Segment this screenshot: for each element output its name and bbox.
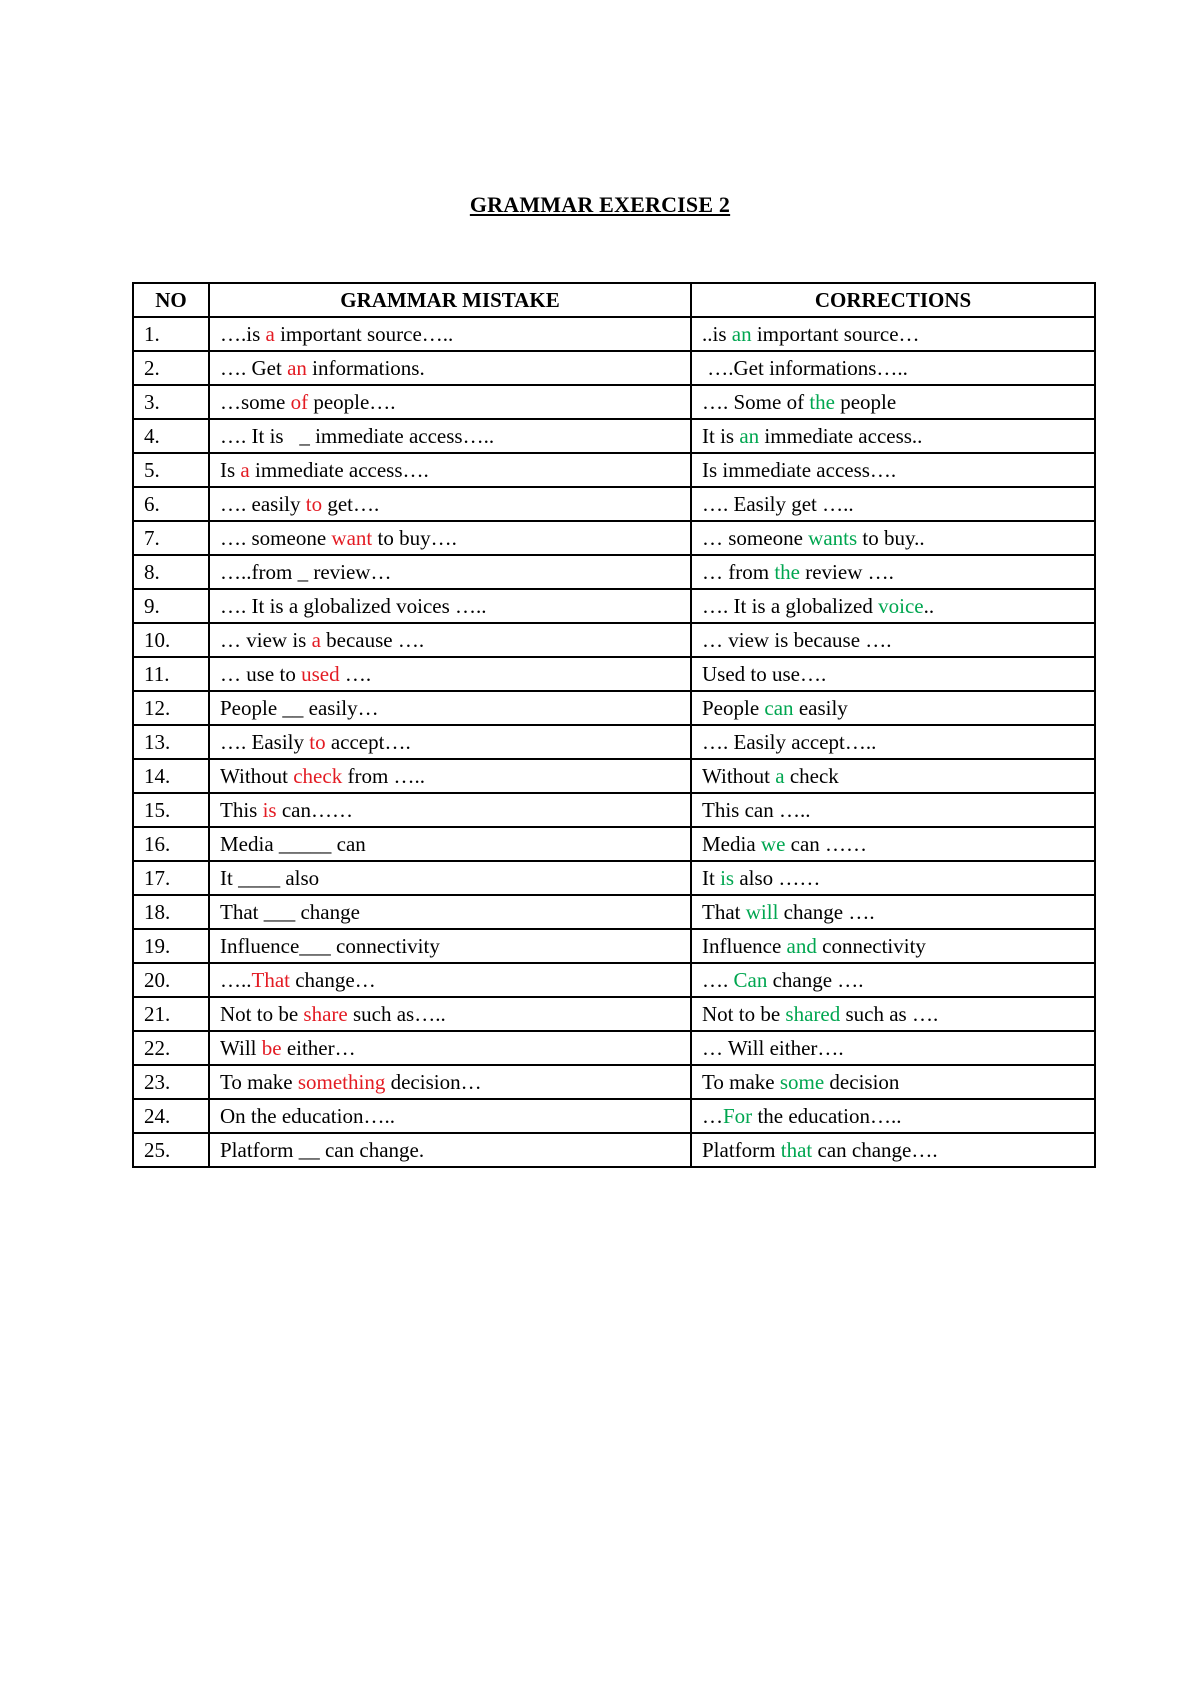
text-segment: Influence (702, 934, 787, 958)
mistake-highlight: a (240, 458, 250, 482)
text-segment: Platform (702, 1138, 781, 1162)
table-row (133, 657, 1095, 691)
text-segment: Is immediate access…. (702, 458, 897, 482)
text-segment: people (834, 390, 897, 414)
text-segment: It is (702, 424, 740, 448)
text-segment: to buy…. (372, 526, 457, 550)
correction-highlight: will (745, 900, 779, 924)
header-no: NO (133, 283, 209, 317)
table-row (133, 861, 1095, 895)
mistake-highlight: share (303, 1002, 348, 1026)
text-segment: … view is (220, 628, 312, 652)
text-segment: Media _____ can (220, 832, 366, 856)
text-segment: the education….. (752, 1104, 902, 1128)
mistake-cell (209, 385, 691, 419)
row-number: 2. (133, 351, 209, 385)
correction-cell (691, 385, 1095, 419)
correction-highlight: Can (733, 968, 768, 992)
correction-cell (691, 929, 1095, 963)
table-row (133, 555, 1095, 589)
correction-highlight: some (779, 1070, 825, 1094)
correction-highlight: shared (785, 1002, 841, 1026)
table-row (133, 487, 1095, 521)
text-segment: This can ….. (702, 798, 811, 822)
text-segment: change …. (778, 900, 875, 924)
table-row (133, 963, 1095, 997)
correction-cell (691, 997, 1095, 1031)
row-number: 7. (133, 521, 209, 555)
text-segment: get…. (322, 492, 380, 516)
mistake-highlight: a (311, 628, 321, 652)
correction-cell (691, 317, 1095, 351)
text-segment: …. It is a globalized (702, 594, 879, 618)
text-segment: such as….. (347, 1002, 446, 1026)
correction-cell (691, 691, 1095, 725)
mistake-cell (209, 1133, 691, 1167)
text-segment: review …. (799, 560, 894, 584)
mistake-highlight: to (309, 730, 326, 754)
text-segment: informations. (306, 356, 425, 380)
mistake-cell (209, 521, 691, 555)
correction-highlight: we (760, 832, 786, 856)
mistake-highlight: an (287, 356, 307, 380)
grammar-table (132, 282, 1096, 1168)
text-segment: …. It is _ immediate access….. (220, 424, 495, 448)
text-segment: easily (793, 696, 848, 720)
text-segment: connectivity (816, 934, 926, 958)
text-segment: … someone (702, 526, 809, 550)
text-segment: also …… (734, 866, 821, 890)
text-segment: …. It is a globalized voices ….. (220, 594, 487, 618)
text-segment: … use to (220, 662, 302, 686)
text-segment: Not to be (702, 1002, 786, 1026)
correction-cell (691, 827, 1095, 861)
text-segment: People (702, 696, 765, 720)
correction-highlight: the (774, 560, 800, 584)
text-segment: …. Some of (702, 390, 810, 414)
text-segment: ..is (702, 322, 732, 346)
text-segment: It (702, 866, 721, 890)
row-number: 25. (133, 1133, 209, 1167)
mistake-cell (209, 861, 691, 895)
mistake-highlight: used (301, 662, 340, 686)
text-segment: …some (220, 390, 291, 414)
mistake-cell (209, 725, 691, 759)
row-number: 24. (133, 1099, 209, 1133)
correction-cell (691, 861, 1095, 895)
text-segment: Used to use…. (702, 662, 827, 686)
correction-cell (691, 657, 1095, 691)
header-grammar-mistake: GRAMMAR MISTAKE (209, 283, 691, 317)
row-number: 13. (133, 725, 209, 759)
text-segment: Is (220, 458, 241, 482)
mistake-cell (209, 1065, 691, 1099)
row-number: 21. (133, 997, 209, 1031)
text-segment: …. Easily (220, 730, 310, 754)
correction-cell (691, 963, 1095, 997)
text-segment: important source… (751, 322, 920, 346)
text-segment: To make (220, 1070, 298, 1094)
mistake-cell (209, 895, 691, 929)
header-corrections: CORRECTIONS (691, 283, 1095, 317)
text-segment: can change…. (812, 1138, 938, 1162)
row-number: 1. (133, 317, 209, 351)
text-segment: can …… (785, 832, 868, 856)
correction-cell (691, 1065, 1095, 1099)
table-row (133, 929, 1095, 963)
table-row (133, 827, 1095, 861)
text-segment: important source….. (274, 322, 454, 346)
text-segment: ….. (220, 968, 252, 992)
text-segment: This (220, 798, 263, 822)
text-segment: Influence___ connectivity (220, 934, 440, 958)
table-row (133, 623, 1095, 657)
mistake-cell (209, 691, 691, 725)
table-row (133, 725, 1095, 759)
table-row (133, 351, 1095, 385)
row-number: 9. (133, 589, 209, 623)
text-segment: because …. (320, 628, 425, 652)
correction-cell (691, 759, 1095, 793)
table-row (133, 691, 1095, 725)
text-segment: ….Get informations….. (702, 356, 908, 380)
mistake-cell (209, 963, 691, 997)
correction-cell (691, 419, 1095, 453)
correction-cell (691, 895, 1095, 929)
row-number: 15. (133, 793, 209, 827)
table-row (133, 759, 1095, 793)
text-segment: People __ easily… (220, 696, 379, 720)
table-header-row (133, 283, 1095, 317)
correction-cell (691, 487, 1095, 521)
row-number: 10. (133, 623, 209, 657)
table-row (133, 589, 1095, 623)
row-number: 11. (133, 657, 209, 691)
text-segment: …. Easily accept….. (702, 730, 877, 754)
mistake-cell (209, 487, 691, 521)
table-row (133, 895, 1095, 929)
table-row (133, 1099, 1095, 1133)
text-segment: change… (289, 968, 376, 992)
text-segment: Without (702, 764, 776, 788)
correction-cell (691, 589, 1095, 623)
text-segment: can…… (276, 798, 354, 822)
mistake-cell (209, 793, 691, 827)
text-segment: check (784, 764, 839, 788)
correction-highlight: a (775, 764, 785, 788)
text-segment: To make (702, 1070, 780, 1094)
table-row (133, 385, 1095, 419)
table-row (133, 419, 1095, 453)
correction-highlight: the (809, 390, 835, 414)
row-number: 5. (133, 453, 209, 487)
correction-cell (691, 623, 1095, 657)
row-number: 22. (133, 1031, 209, 1065)
correction-cell (691, 1133, 1095, 1167)
row-number: 16. (133, 827, 209, 861)
correction-cell (691, 453, 1095, 487)
mistake-cell (209, 419, 691, 453)
mistake-cell (209, 623, 691, 657)
text-segment: … view is because …. (702, 628, 892, 652)
text-segment: from ….. (342, 764, 426, 788)
text-segment: .. (923, 594, 935, 618)
text-segment: to buy.. (857, 526, 925, 550)
text-segment: Platform __ can change. (220, 1138, 425, 1162)
correction-highlight: can (764, 696, 794, 720)
table-row (133, 1031, 1095, 1065)
page-title: GRAMMAR EXERCISE 2 (469, 192, 731, 217)
table-row (133, 793, 1095, 827)
row-number: 18. (133, 895, 209, 929)
text-segment: Will (220, 1036, 262, 1060)
text-segment: That ___ change (220, 900, 360, 924)
mistake-highlight: is (262, 798, 277, 822)
text-segment: It ____ also (220, 866, 320, 890)
mistake-cell (209, 827, 691, 861)
correction-cell (691, 793, 1095, 827)
mistake-highlight: want (331, 526, 373, 550)
text-segment: … from (702, 560, 775, 584)
text-segment: …. easily (220, 492, 306, 516)
correction-cell (691, 555, 1095, 589)
mistake-highlight: check (293, 764, 343, 788)
text-segment: Media (702, 832, 761, 856)
text-segment: Without (220, 764, 294, 788)
text-segment: …. Get (220, 356, 288, 380)
text-segment: accept…. (325, 730, 411, 754)
row-number: 8. (133, 555, 209, 589)
correction-cell (691, 725, 1095, 759)
row-number: 20. (133, 963, 209, 997)
row-number: 3. (133, 385, 209, 419)
text-segment: That (702, 900, 746, 924)
correction-highlight: an (731, 322, 752, 346)
correction-highlight: that (780, 1138, 813, 1162)
mistake-highlight: of (290, 390, 309, 414)
mistake-cell (209, 657, 691, 691)
row-number: 23. (133, 1065, 209, 1099)
mistake-highlight: be (261, 1036, 282, 1060)
correction-highlight: For (723, 1104, 753, 1128)
correction-highlight: and (786, 934, 817, 958)
text-segment: decision… (385, 1070, 482, 1094)
row-number: 17. (133, 861, 209, 895)
text-segment: … (702, 1104, 723, 1128)
text-segment: …. (702, 968, 734, 992)
row-number: 14. (133, 759, 209, 793)
mistake-cell (209, 317, 691, 351)
text-segment: …. (339, 662, 372, 686)
row-number: 12. (133, 691, 209, 725)
correction-highlight: is (720, 866, 735, 890)
correction-highlight: wants (808, 526, 858, 550)
mistake-cell (209, 929, 691, 963)
mistake-cell (209, 759, 691, 793)
row-number: 6. (133, 487, 209, 521)
text-segment: …..from _ review… (220, 560, 392, 584)
text-segment: change …. (767, 968, 864, 992)
mistake-highlight: That (251, 968, 290, 992)
correction-cell (691, 1031, 1095, 1065)
mistake-cell (209, 1031, 691, 1065)
mistake-cell (209, 1099, 691, 1133)
mistake-highlight: to (305, 492, 323, 516)
table-row (133, 317, 1095, 351)
row-number: 4. (133, 419, 209, 453)
text-segment: immediate access.. (759, 424, 923, 448)
mistake-cell (209, 589, 691, 623)
text-segment: people…. (308, 390, 396, 414)
text-segment: Not to be (220, 1002, 304, 1026)
correction-cell (691, 351, 1095, 385)
table-row (133, 1065, 1095, 1099)
text-segment: immediate access…. (249, 458, 429, 482)
mistake-highlight: a (265, 322, 275, 346)
text-segment: either… (281, 1036, 356, 1060)
text-segment: …. someone (220, 526, 332, 550)
text-segment: … Will either…. (702, 1036, 844, 1060)
table-row (133, 453, 1095, 487)
text-segment: decision (824, 1070, 900, 1094)
text-segment: On the education….. (220, 1104, 395, 1128)
mistake-highlight: something (297, 1070, 386, 1094)
table-body (133, 317, 1095, 1167)
text-segment: …. Easily get ….. (702, 492, 854, 516)
mistake-cell (209, 351, 691, 385)
correction-cell (691, 521, 1095, 555)
table-row (133, 997, 1095, 1031)
text-segment: such as …. (840, 1002, 939, 1026)
table-row (133, 1133, 1095, 1167)
mistake-cell (209, 555, 691, 589)
mistake-cell (209, 453, 691, 487)
text-segment: ….is (220, 322, 266, 346)
correction-cell (691, 1099, 1095, 1133)
correction-highlight: an (739, 424, 760, 448)
correction-highlight: voice (878, 594, 924, 618)
table-row (133, 521, 1095, 555)
mistake-cell (209, 997, 691, 1031)
row-number: 19. (133, 929, 209, 963)
